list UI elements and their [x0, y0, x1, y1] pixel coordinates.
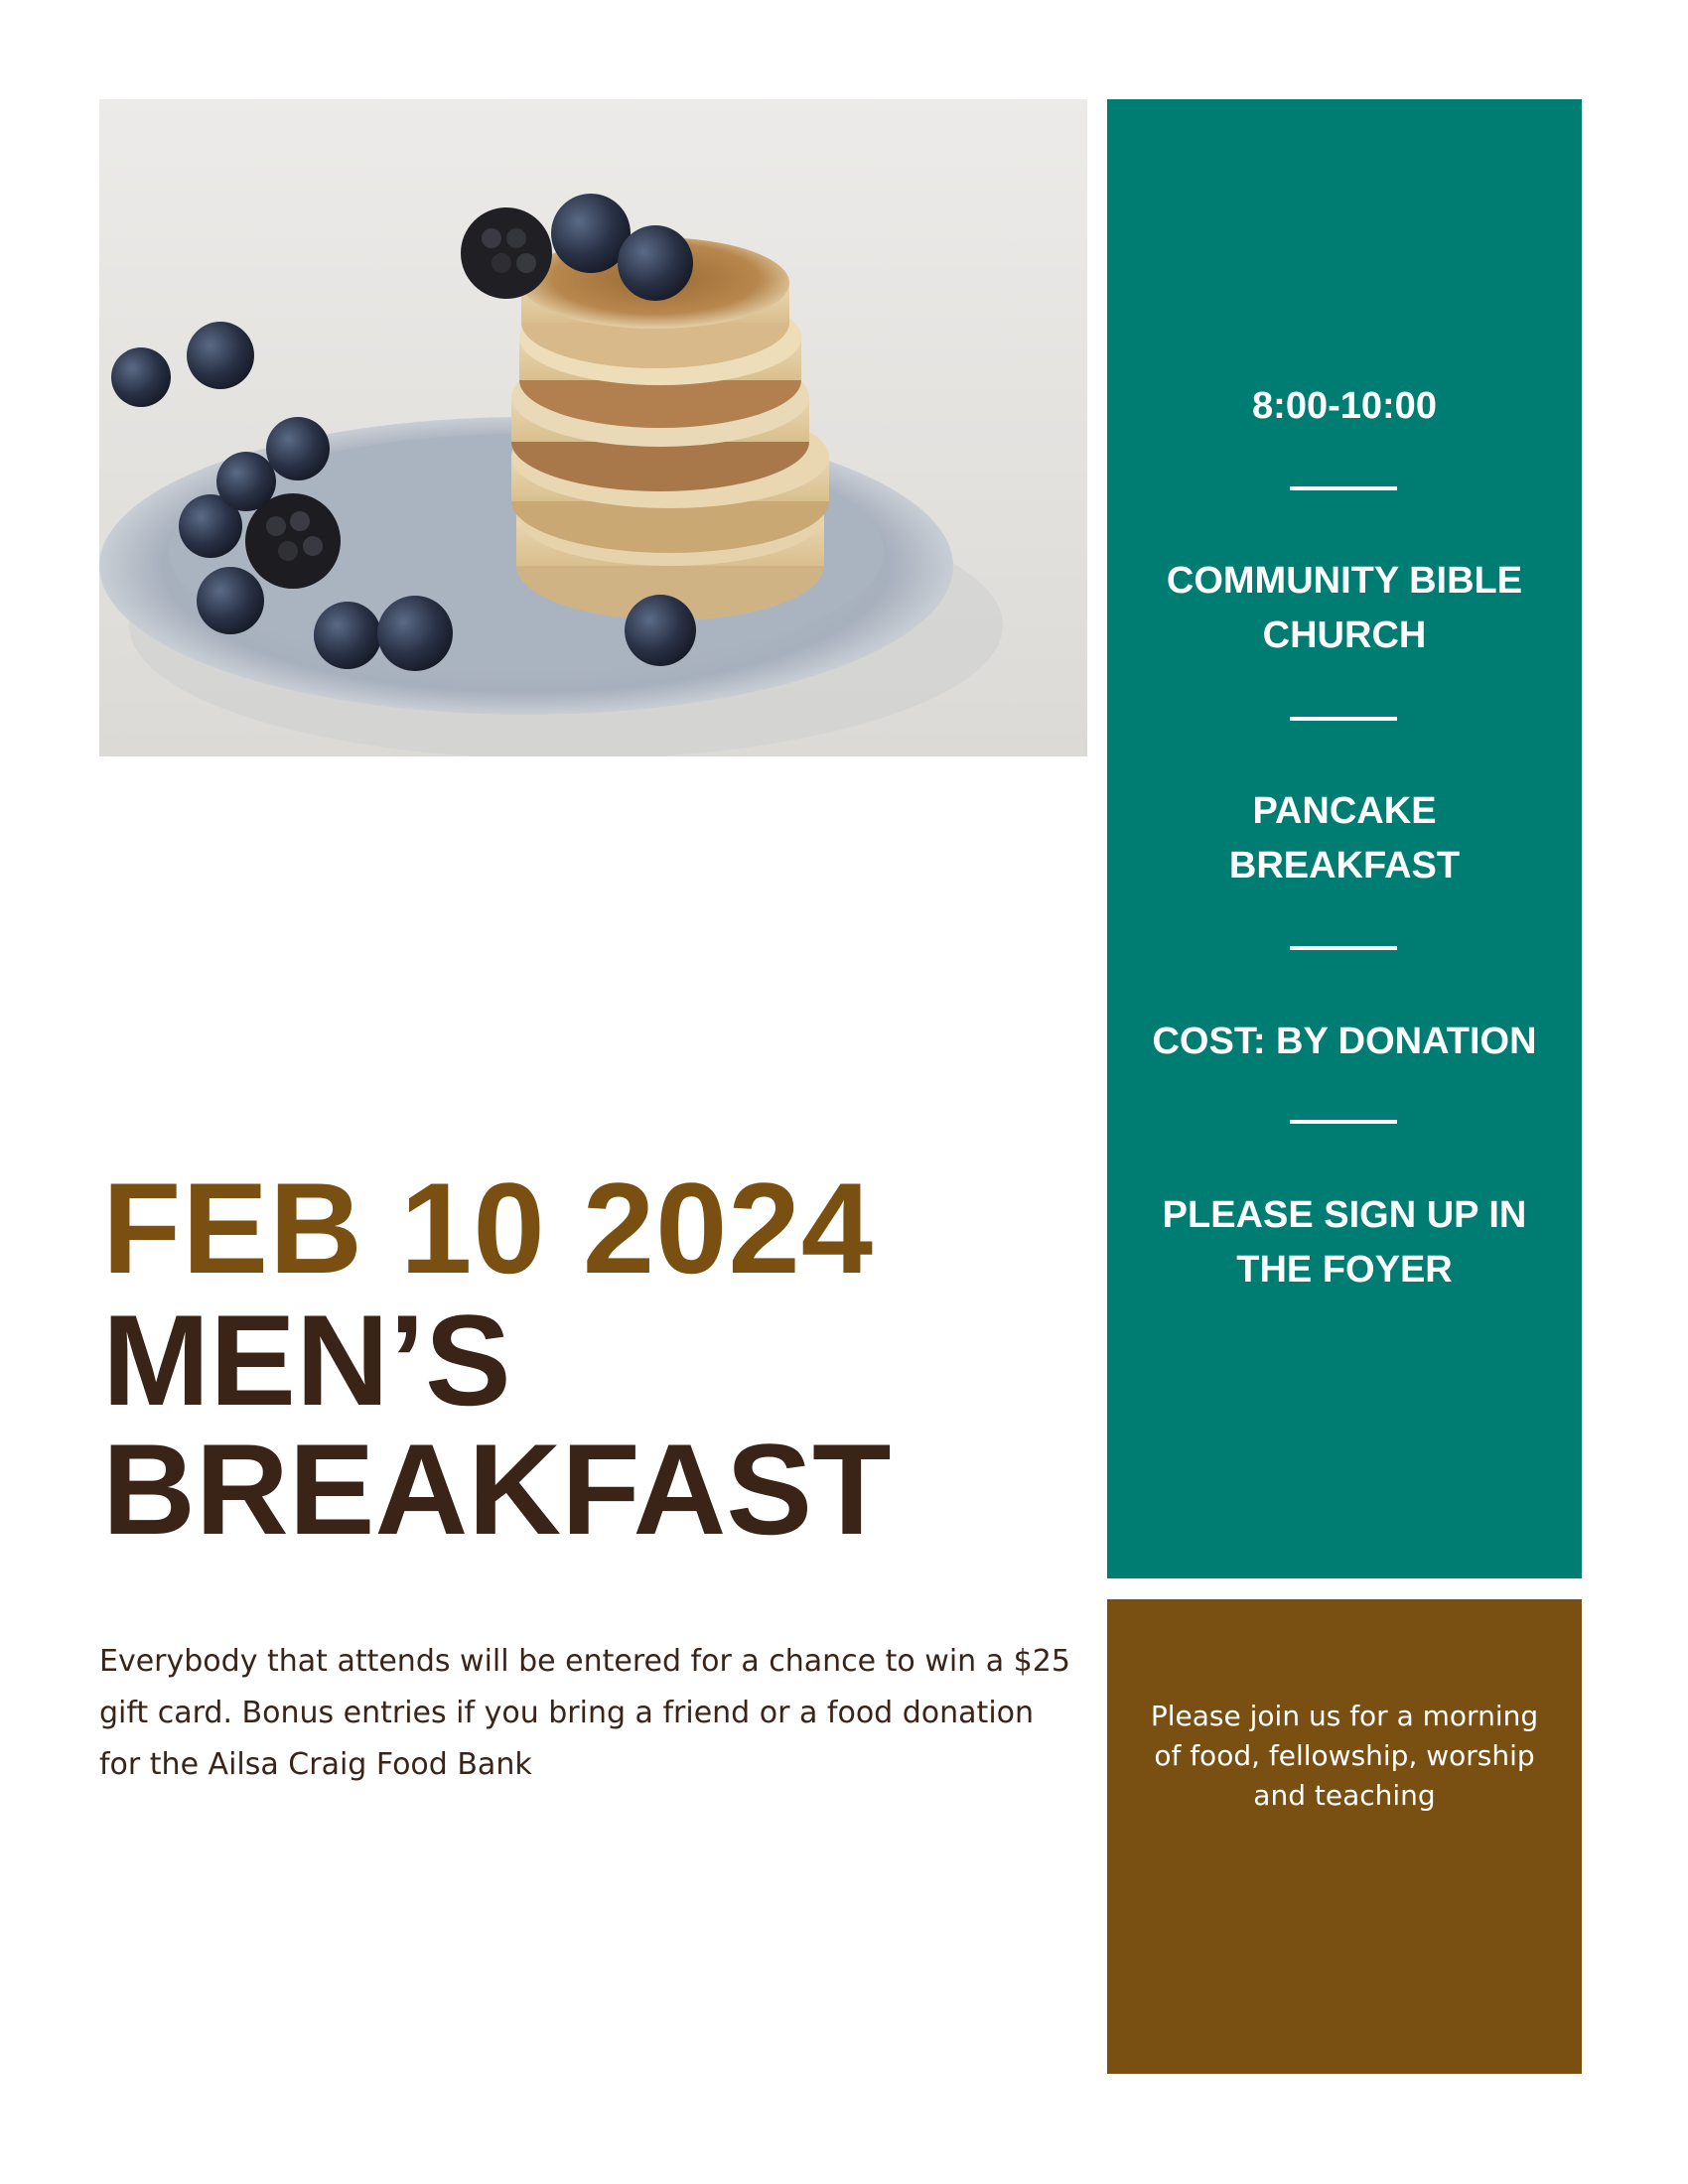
event-location: COMMUNITY BIBLE CHURCH: [1166, 560, 1523, 656]
signup-note: PLEASE SIGN UP IN THE FOYER: [1162, 1194, 1527, 1291]
title-line-2: BREAKFAST: [102, 1417, 892, 1562]
event-title: [102, 1288, 892, 1562]
event-time: 8:00-10:00: [1252, 385, 1437, 427]
divider: [1290, 486, 1397, 490]
pancake-illustration: [99, 99, 1087, 756]
divider: [1290, 1120, 1397, 1124]
pancake-photo: [99, 99, 1087, 756]
event-description: Everybody that attends will be entered for a chance to win a $25 gift card. Bonus entries if you bring a friend or a food donation for the Ailsa Craig Food Bank: [99, 1644, 1070, 1782]
invitation-box: [1107, 1599, 1582, 2074]
event-type: PANCAKE BREAKFAST: [1228, 790, 1461, 887]
title-line-1: MEN’S: [102, 1288, 511, 1433]
divider: [1290, 717, 1397, 721]
details-sidebar: [1107, 99, 1582, 1578]
invitation-text: Please join us for a morning of food, fellowship, worship and teaching: [1150, 1700, 1539, 1812]
event-date: FEB 10 2024: [102, 1156, 875, 1300]
divider: [1290, 946, 1397, 950]
event-cost: COST: BY DONATION: [1152, 1021, 1537, 1062]
